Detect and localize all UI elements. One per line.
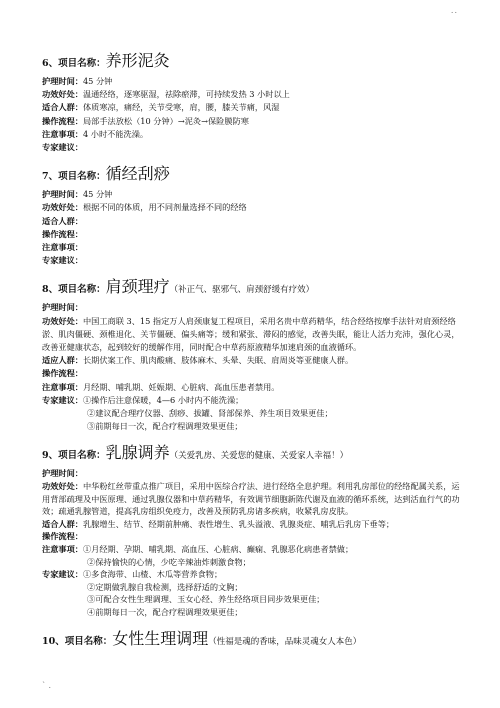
info-row bbox=[42, 128, 467, 141]
info-row bbox=[42, 115, 467, 128]
row-label: 护理时间： bbox=[42, 189, 83, 200]
project-name: 乳腺调养 bbox=[105, 443, 170, 463]
project-section-8 bbox=[42, 276, 467, 433]
row-value: 根据不同的体质，用不同剂量选择不同的经络 bbox=[82, 202, 247, 213]
row-label: 适合人群： bbox=[42, 215, 83, 226]
project-title bbox=[42, 276, 467, 301]
row-label: 操作流程： bbox=[42, 115, 83, 126]
info-row bbox=[42, 568, 467, 581]
row-label: 操作流程： bbox=[42, 228, 83, 239]
document-page bbox=[42, 50, 467, 662]
row-value: 温通经络，逐寒驱湿，祛除瘀滞，可持续发热 3 小时以上 bbox=[82, 89, 290, 100]
project-number: 10、项目名称： bbox=[42, 635, 113, 647]
row-label: 适合人群： bbox=[42, 102, 83, 113]
info-row bbox=[42, 88, 467, 101]
footer-marks: ` . bbox=[42, 681, 52, 690]
project-title bbox=[42, 50, 467, 75]
project-subtitle: （补正气、驱邪气、肩颈舒缓有疗效） bbox=[169, 285, 315, 296]
row-label: 护理时间： bbox=[42, 76, 83, 86]
advice-item: ④前期每日一次，配合疗程调理效果更佳； bbox=[87, 607, 243, 617]
info-row bbox=[42, 141, 467, 154]
project-section-6 bbox=[42, 50, 467, 154]
project-title bbox=[42, 628, 467, 653]
info-row bbox=[42, 480, 467, 518]
advice-item: ②定期做乳腺自我检测，选择舒适的文胸； bbox=[87, 581, 243, 592]
caution-item: ②保持愉快的心情，少吃辛辣油炸刺激食物； bbox=[87, 556, 251, 567]
row-label: 注意事项： bbox=[42, 128, 83, 139]
row-value: ①多食海带、山楂、木瓜等营养食物； bbox=[82, 569, 223, 580]
info-row bbox=[42, 228, 467, 241]
project-section-7 bbox=[42, 163, 467, 267]
info-row bbox=[42, 518, 467, 531]
row-value: 4 小时不能洗澡。 bbox=[82, 128, 149, 139]
project-number: 7、项目名称： bbox=[42, 171, 106, 183]
project-section-9 bbox=[42, 442, 467, 618]
project-name: 肩颈理疗 bbox=[105, 277, 170, 297]
row-label: 注意事项： bbox=[42, 242, 83, 253]
info-row bbox=[42, 201, 467, 214]
row-label: 功效好处： bbox=[42, 481, 83, 492]
project-subtitle: （关爱乳房、关爱您的健康、关爱家人幸福！） bbox=[169, 451, 349, 462]
advice-item: ②建议配合理疗仪器、刮痧、拔罐、肾部保养、养生项目效果更佳； bbox=[87, 408, 333, 419]
row-label: 适合人群： bbox=[42, 518, 83, 529]
info-row bbox=[42, 254, 467, 267]
info-row bbox=[42, 75, 467, 88]
row-value: 月经期、哺乳期、妊娠期、心脏病、高血压患者禁用。 bbox=[82, 381, 280, 392]
row-value: 长期伏案工作、肌肉酸痛、肢体麻木、头晕、失眠、肩周炎等亚健康人群。 bbox=[82, 355, 354, 366]
row-label: 专家建议： bbox=[42, 255, 83, 266]
row-value: ①月经期、孕期、哺乳期、高血压、心脏病、癫痫、乳腺恶化病患者禁做； bbox=[82, 544, 354, 555]
row-label: 专家建议： bbox=[42, 142, 83, 153]
advice-item: ③前期每日一次，配合疗程调理效果更佳； bbox=[87, 421, 243, 432]
info-row bbox=[42, 543, 467, 556]
project-number: 8、项目名称： bbox=[42, 284, 106, 296]
project-title bbox=[42, 442, 467, 467]
info-row bbox=[42, 215, 467, 228]
row-label: 功效好处： bbox=[42, 89, 83, 100]
project-subtitle: （性福是魂的香味，品味灵魂女人本色） bbox=[208, 636, 362, 647]
info-row bbox=[42, 101, 467, 114]
info-row bbox=[42, 367, 467, 380]
row-label: 功效好处： bbox=[42, 202, 83, 213]
info-row bbox=[42, 467, 467, 480]
row-value: 局部手法放松（10 分钟）→泥灸→保险膜防寒 bbox=[82, 115, 249, 126]
info-row bbox=[42, 301, 467, 314]
row-value: 45 分钟 bbox=[82, 189, 113, 200]
row-label: 护理时间： bbox=[42, 468, 83, 479]
row-value: 45 分钟 bbox=[82, 76, 113, 86]
info-row bbox=[42, 315, 467, 355]
project-number: 6、项目名称： bbox=[42, 58, 106, 69]
row-label: 护理时间： bbox=[42, 302, 83, 313]
row-label: 操作流程： bbox=[42, 368, 83, 379]
row-label: 专家建议： bbox=[42, 569, 83, 580]
project-title bbox=[42, 163, 467, 188]
row-label: 功效好处： bbox=[42, 315, 83, 326]
project-name: 循经刮痧 bbox=[105, 164, 170, 184]
header-marks: .. bbox=[450, 6, 458, 15]
row-label: 注意事项： bbox=[42, 544, 83, 555]
info-row bbox=[42, 241, 467, 254]
info-row bbox=[42, 188, 467, 201]
advice-item: ③可配合女性生理调理、玉女心经、养生经络项目同步效果更佳； bbox=[87, 594, 325, 605]
row-value: 乳腺增生、结节、经期前肿痛、表性增生、乳头溢液、乳腺炎症、哺乳后乳房下垂等； bbox=[82, 518, 395, 529]
row-value: 中国工商联 3、15 指定万人肩颈康复工程项目，采用名贵中草药精华，结合经络按摩手法针对肩颈经络淤、肌肉僵硬、颈椎退化、关节僵硬、偏头痛等；缓和紧张、滞闷的感觉，改善失眠，能让人活力充沛，强化心灵，改善亚健康状态，起到较好的缓解作用，同时配合中草药原液精华加速肩颈的血液循环。 bbox=[42, 315, 460, 353]
project-number: 9、项目名称： bbox=[42, 450, 106, 462]
row-value: 中华粉红丝带重点推广项目，采用中医综合疗法、进行经络全息护理。利用乳房部位的经络配属关系，运用背部疏理及中医原理、通过乳腺仪器和中草药精华，有效调节细胞新陈代谢及血液的循环系统，达到活血行气的功效；疏通乳腺管道，提高乳房组织免疫力，改善及预防乳房诸多疾病，收紧乳房皮肤。 bbox=[42, 481, 460, 517]
row-label: 适应人群： bbox=[42, 355, 83, 366]
project-section-10 bbox=[42, 628, 467, 653]
info-row bbox=[42, 354, 467, 367]
row-label: 操作流程： bbox=[42, 531, 83, 542]
project-name: 养形泥灸 bbox=[105, 51, 170, 70]
row-label: 注意事项： bbox=[42, 381, 83, 392]
project-name: 女性生理调理 bbox=[112, 628, 209, 648]
info-row bbox=[42, 530, 467, 543]
row-label: 专家建议： bbox=[42, 394, 83, 405]
info-row bbox=[42, 381, 467, 394]
row-value: ①操作后注意保暖，4—6 小时内不能洗澡； bbox=[82, 394, 244, 405]
row-value: 体质寒凉，痛经，关节受寒，肩，腰，膝关节痛，风湿 bbox=[82, 102, 280, 113]
info-row bbox=[42, 394, 467, 407]
